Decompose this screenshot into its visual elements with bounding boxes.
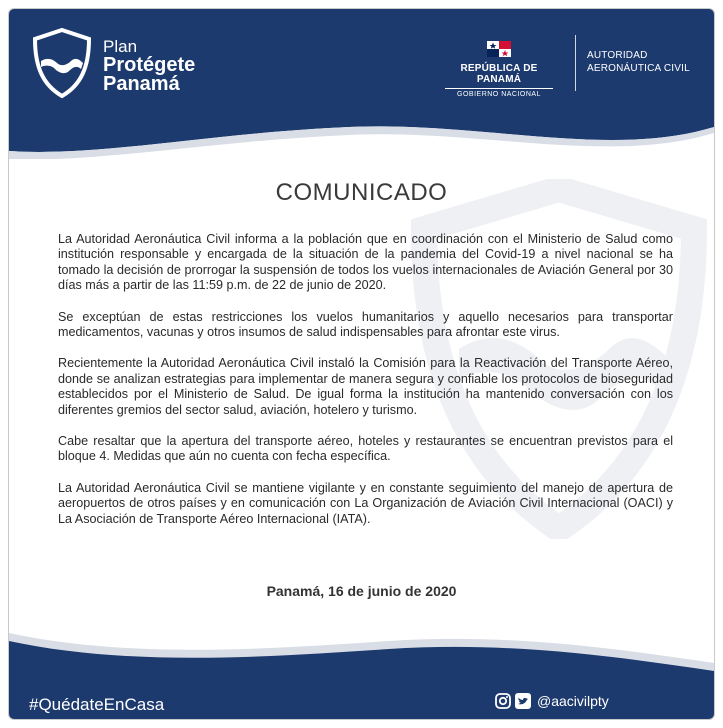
authority-name (587, 49, 690, 75)
paragraph-4: Cabe resaltar que la apertura del transporte aéreo, hoteles y restaurantes se encuentran previstos para el bloque 4. Medidas que aún no cuenta con fecha específica. (58, 434, 673, 464)
communique-date: Panamá, 16 de junio de 2020 (266, 583, 457, 599)
shield-logo-icon (29, 27, 95, 99)
paragraph-5: La Autoridad Aeronáutica Civil se mantiene vigilante y en constante seguimiento del manejo de apertura de aeropuertos de otros países y en comunicación con La Organización de Aviación Civil Internacional (OACI) y La Asociación de Transporte Aéreo Internacional (IATA). (58, 480, 673, 526)
panama-word: Panamá (103, 73, 180, 95)
plan-word: Plan (103, 37, 138, 56)
header-banner (9, 9, 714, 159)
republica-logo (439, 63, 559, 98)
communique-body (58, 232, 673, 543)
panama-flag-icon (487, 41, 511, 57)
communique-card (8, 8, 715, 720)
header-vertical-divider (575, 35, 576, 91)
gobierno-text: GOBIERNO NACIONAL (457, 91, 541, 98)
page-title: COMUNICADO (275, 179, 448, 206)
paragraph-1: La Autoridad Aeronáutica Civil informa a la población que en coordinación con el Ministerio de Salud como institución responsable y encargada de la situación de la pandemia del Covid-19 a nivel nacional se ha tomado la decisión de prorrogar la suspensión de todos los vuelos internacionales de Aviación General por 30 días más a partir de las 11:59 p.m. de 22 de junio de 2020. (58, 232, 673, 293)
footer-banner (9, 619, 714, 719)
republica-text: REPÚBLICA DE PANAMÁ (460, 63, 538, 85)
social-handles (495, 693, 609, 709)
authority-line2: AERONÁUTICA CIVIL (587, 63, 690, 74)
social-handle-text: @aacivilpty (537, 693, 609, 709)
instagram-icon (495, 693, 511, 709)
plan-protegete-logo-text (103, 37, 195, 94)
paragraph-3: Recientemente la Autoridad Aeronáutica Civil instaló la Comisión para la Reactivación del Transporte Aéreo, donde se analizan estrategias para implementar de manera segura y confiable los protocolos de bioseguridad establecidos por el Ministerio de Salud. De igual forma la institución ha mantenido conversación con los diferentes gremios del sector salud, aviación, hotelero y turismo. (58, 356, 673, 417)
authority-line1: AUTORIDAD (587, 50, 648, 61)
republica-divider (445, 88, 553, 89)
twitter-icon (515, 693, 531, 709)
protegete-word: Protégete (103, 54, 196, 76)
hashtag-text: #QuédateEnCasa (29, 695, 165, 714)
paragraph-2: Se exceptúan de estas restricciones los vuelos humanitarios y aquello necesarios para transportar medicamentos, vacunas y otros insumos de salud indispensables para afrontar este virus. (58, 309, 673, 340)
